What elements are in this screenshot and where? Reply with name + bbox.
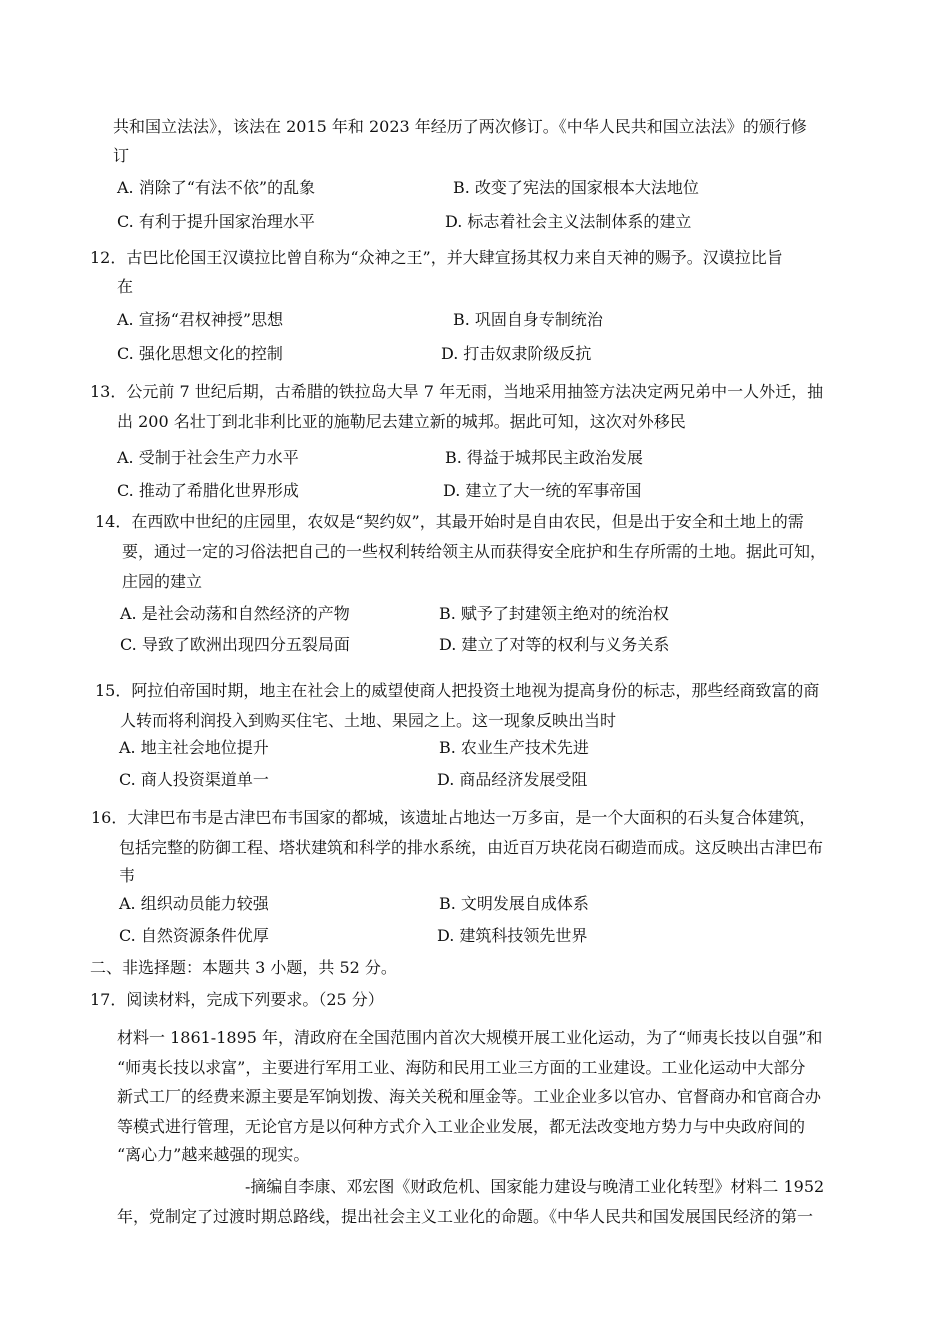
q17-material1-line-3: 新式工厂的经费来源主要是军饷划拨、海关关税和厘金等。工业企业多以官办、官督商办和官商合办 [117, 1087, 822, 1106]
q11-stem-line-1: 共和国立法法》，该法在 2015 年和 2023 年经历了两次修订。《中华人民共和国立法法》的颁行修 [113, 117, 807, 136]
q16-option-d: D. 建筑科技领先世界 [437, 926, 588, 945]
q16-stem-line-2: 包括完整的防御工程、塔状建筑和科学的排水系统，由近百万块花岗石砌造而成。这反映出古津巴布 [119, 838, 824, 857]
q17-material1-line-1: 材料一 1861-1895 年，清政府在全国范围内首次大规模开展工业化运动，为了“师夷长技以自强”和 [117, 1028, 823, 1047]
q13-option-b: B. 得益于城邦民主政治发展 [445, 448, 643, 467]
q14-stem-line-1: 14．在西欧中世纪的庄园里，农奴是“契约奴”，其最开始时是自由农民，但是出于安全和土地上的需 [95, 512, 804, 531]
q16-stem-line-1: 16．大津巴布韦是古津巴布韦国家的都城，该遗址占地达一万多亩，是一个大面积的石头复合体建筑， [91, 808, 816, 827]
q16-option-c: C. 自然资源条件优厚 [119, 926, 269, 945]
q12-stem-line-2: 在 [117, 277, 134, 296]
q13-option-c: C. 推动了希腊化世界形成 [117, 481, 299, 500]
q15-option-c: C. 商人投资渠道单一 [119, 770, 269, 789]
q11-option-c: C. 有利于提升国家治理水平 [117, 212, 315, 231]
q16-option-b: B. 文明发展自成体系 [439, 894, 589, 913]
q17-material2-line-1: 年，党制定了过渡时期总路线，提出社会主义工业化的命题。《中华人民共和国发展国民经济的第一 [117, 1207, 814, 1226]
q13-option-a: A. 受制于社会生产力水平 [117, 448, 299, 467]
q14-stem-line-3: 庄园的建立 [122, 572, 203, 591]
q11-option-b: B. 改变了宪法的国家根本大法地位 [453, 178, 699, 197]
q15-option-d: D. 商品经济发展受阻 [437, 770, 588, 789]
q15-stem-line-2: 人转而将利润投入到购买住宅、土地、果园之上。这一现象反映出当时 [120, 711, 617, 730]
q13-stem-line-1: 13．公元前 7 世纪后期，古希腊的铁拉岛大旱 7 年无雨，当地采用抽签方法决定两兄弟中一人外迁，抽 [90, 382, 824, 401]
q15-stem-line-1: 15．阿拉伯帝国时期，地主在社会上的威望使商人把投资土地视为提高身份的标志，那些经商致富的商 [95, 681, 820, 700]
q11-option-a: A. 消除了“有法不依”的乱象 [117, 178, 316, 197]
q12-option-c: C. 强化思想文化的控制 [117, 344, 283, 363]
q12-option-a: A. 宣扬“君权神授”思想 [117, 310, 284, 329]
q17-material1-line-2: “师夷长技以求富”，主要进行军用工业、海防和民用工业三方面的工业建设。工业化运动中大部分 [117, 1058, 806, 1077]
q12-stem-line-1: 12．古巴比伦国王汉谟拉比曾自称为“众神之王”，并大肆宣扬其权力来自天神的赐予。汉谟拉比旨 [90, 248, 783, 267]
q14-stem-line-2: 要，通过一定的习俗法把自己的一些权利转给领主从而获得安全庇护和生存所需的土地。据此可知， [122, 542, 827, 561]
q16-stem-line-3: 韦 [119, 866, 136, 885]
q14-option-b: B. 赋予了封建领主绝对的统治权 [439, 604, 669, 623]
q16-option-a: A. 组织动员能力较强 [119, 894, 269, 913]
q14-option-c: C. 导致了欧洲出现四分五裂局面 [120, 635, 350, 654]
q11-stem-line-2: 订 [113, 146, 130, 165]
q17-material1-line-4: 等模式进行管理，无论官方是以何种方式介入工业企业发展，都无法改变地方势力与中央政府间的 [117, 1117, 806, 1136]
q17-source-line: -摘编自李康、邓宏图《财政危机、国家能力建设与晚清工业化转型》材料二 1952 [245, 1177, 825, 1196]
q12-option-d: D. 打击奴隶阶级反抗 [441, 344, 592, 363]
q13-stem-line-2: 出 200 名壮丁到北非利比亚的施勒尼去建立新的城邦。据此可知，这次对外移民 [117, 412, 686, 431]
q13-option-d: D. 建立了大一统的军事帝国 [443, 481, 642, 500]
q11-option-d: D. 标志着社会主义法制体系的建立 [445, 212, 692, 231]
q17-stem: 17．阅读材料，完成下列要求。（25 分） [90, 990, 384, 1009]
q14-option-a: A. 是社会动荡和自然经济的产物 [120, 604, 350, 623]
q14-option-d: D. 建立了对等的权利与义务关系 [439, 635, 670, 654]
q15-option-b: B. 农业生产技术先进 [439, 738, 589, 757]
q15-option-a: A. 地主社会地位提升 [119, 738, 269, 757]
q17-material1-line-5: “离心力”越来越强的现实。 [117, 1145, 310, 1164]
section-2-heading: 二、非选择题：本题共 3 小题，共 52 分。 [90, 958, 397, 977]
q12-option-b: B. 巩固自身专制统治 [453, 310, 603, 329]
